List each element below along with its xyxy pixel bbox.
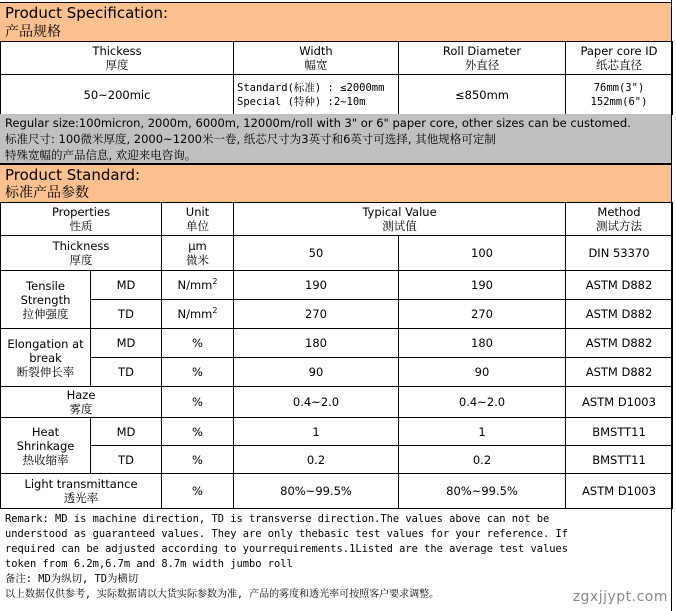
value-cell: 0.2 [234, 446, 399, 474]
method-cell: ASTM D1003 [566, 387, 673, 418]
watermark: zgxjjypt.com [572, 589, 668, 605]
table-row [1, 418, 673, 446]
value-cell: 180 [234, 329, 399, 358]
header-roll-diameter: Roll Diameter 外直径 [399, 42, 566, 75]
header-width: Width 幅宽 [234, 42, 399, 75]
value-paper-core: 76mm(3") 152mm(6") [566, 75, 673, 115]
unit-cell: % [162, 418, 234, 446]
value-roll-diameter: ≤850mm [399, 75, 566, 115]
value-cell: 190 [234, 271, 399, 300]
value-cell: 50 [234, 236, 399, 271]
direction-cell: TD [91, 300, 162, 329]
header-paper-core: Paper core ID 纸芯直径 [566, 42, 673, 75]
spec-title-cn: 产品规格 [5, 24, 61, 40]
value-cell: 90 [399, 358, 566, 387]
table-row [1, 474, 673, 509]
method-cell: DIN 53370 [566, 236, 673, 271]
remark-line-5: 备注: MD为纵切, TD为横切 [5, 573, 139, 585]
unit-cell: % [162, 329, 234, 358]
value-cell: 100 [399, 236, 566, 271]
spec-title-band [0, 2, 672, 42]
label-elongation: Elongation at break 断裂伸长率 [1, 329, 91, 387]
unit-cell: % [162, 474, 234, 509]
label-thickness: Thickness 厚度 [1, 236, 162, 271]
method-cell: ASTM D882 [566, 271, 673, 300]
value-width: Standard(标准) : ≤2000mm Special (特种) :2~10m [234, 75, 399, 115]
value-cell: 80%~99.5% [399, 474, 566, 509]
header-method: Method 测试方法 [566, 203, 673, 236]
method-cell: ASTM D882 [566, 329, 673, 358]
direction-cell: MD [91, 329, 162, 358]
method-cell: BMSTT11 [566, 446, 673, 474]
value-cell: 90 [234, 358, 399, 387]
table-row [1, 329, 673, 358]
header-thickness: Thickess 厚度 [1, 42, 234, 75]
unit-cell: $N/mm^2$ [162, 300, 234, 329]
unit-cell: % [162, 387, 234, 418]
note-line-1: Regular size:100micron, 2000m, 6000m, 12000m/roll with 3" or 6" paper core, other sizes can be customed. [5, 116, 631, 130]
method-cell: BMSTT11 [566, 418, 673, 446]
remark-line-2: understood as guaranteed values. They are only thebasic test values for your reference. If [5, 528, 569, 540]
standard-title-cn: 标准产品参数 [5, 185, 89, 201]
value-cell: 1 [399, 418, 566, 446]
method-cell: ASTM D1003 [566, 474, 673, 509]
label-tensile: Tensile Strength 拉伸强度 [1, 271, 91, 329]
direction-cell: TD [91, 446, 162, 474]
value-cell: 80%~99.5% [234, 474, 399, 509]
table-row [1, 446, 673, 474]
unit-cell: $N/mm^2$ [162, 271, 234, 300]
value-thickness: 50~200mic [1, 75, 234, 115]
note-line-2: 标准尺寸: 100微米厚度, 2000~1200米一卷, 纸芯尺寸为3英寸和6英寸可选择, 其他规格可定制 [5, 132, 496, 146]
standard-title-band [0, 164, 672, 203]
unit-cell: % [162, 358, 234, 387]
header-typical-value: Typical Value 测试值 [234, 203, 566, 236]
label-heat-shrinkage: Heat Shrinkage 热收缩率 [1, 418, 91, 474]
method-cell: ASTM D882 [566, 358, 673, 387]
standard-title-en: Product Standard: [5, 166, 141, 184]
spec-title-en: Product Specification: [5, 4, 169, 22]
unit-cell: % [162, 446, 234, 474]
table-row [1, 300, 673, 329]
table-row [1, 236, 673, 271]
right-border [671, 0, 672, 611]
standard-table [0, 202, 673, 509]
value-cell: 270 [234, 300, 399, 329]
direction-cell: TD [91, 358, 162, 387]
remark-block [0, 508, 672, 611]
table-row [1, 387, 673, 418]
remark-line-6: 以上数据仅供参考, 实际数据请以大货实际参数为准, 产品的雾度和透光率可按照客户要求调整。 [5, 589, 440, 600]
header-unit: Unit 单位 [162, 203, 234, 236]
value-cell: 190 [399, 271, 566, 300]
value-cell: 0.4~2.0 [399, 387, 566, 418]
method-cell: ASTM D882 [566, 300, 673, 329]
direction-cell: MD [91, 271, 162, 300]
remark-line-4: token from 6.2m,6.7m and 8.7m width jumbo roll [5, 558, 293, 570]
remark-line-1: Remark: MD is machine direction, TD is transverse direction.The values above can not be [5, 513, 550, 525]
value-cell: 0.4~2.0 [234, 387, 399, 418]
spec-table [0, 41, 673, 115]
unit-thickness: μm 微米 [162, 236, 234, 271]
value-cell: 1 [234, 418, 399, 446]
value-cell: 270 [399, 300, 566, 329]
label-haze: Haze 雾度 [1, 387, 162, 418]
value-cell: 180 [399, 329, 566, 358]
table-row [1, 358, 673, 387]
table-row [1, 271, 673, 300]
label-light-transmittance: Light transmittance 透光率 [1, 474, 162, 509]
regular-size-note [0, 114, 672, 164]
value-cell: 0.2 [399, 446, 566, 474]
note-line-3: 特殊宽幅的产品信息, 欢迎来电咨询。 [5, 148, 197, 162]
remark-line-3: required can be adjusted according to yourrequirements.1Listed are the average test values [5, 543, 569, 555]
header-properties: Properties 性质 [1, 203, 162, 236]
direction-cell: MD [91, 418, 162, 446]
